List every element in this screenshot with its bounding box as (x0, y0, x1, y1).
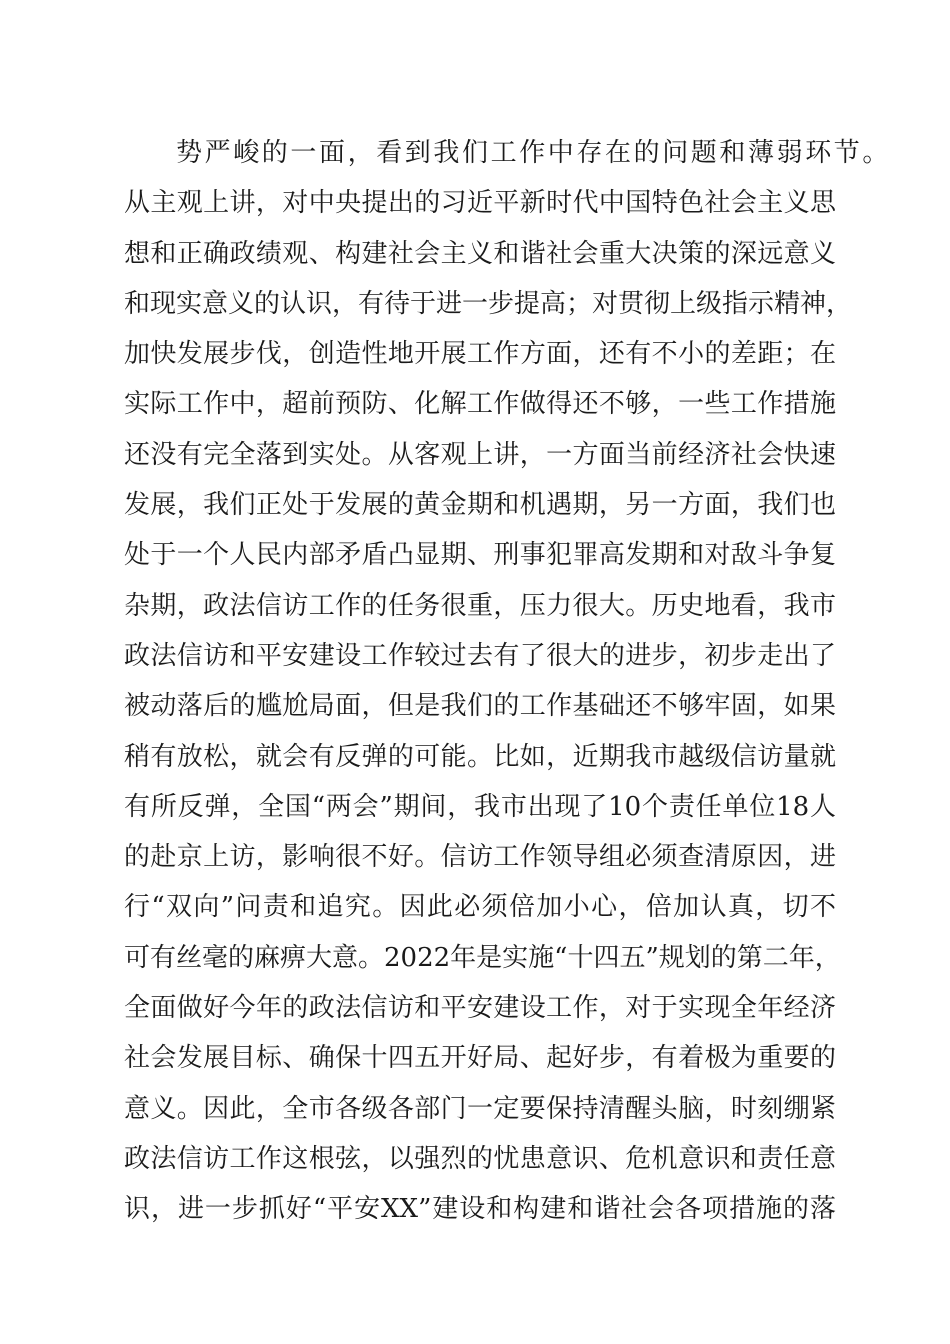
text-line: 行“双向”问责和追究。因此必须倍加小心，倍加认真，切不 (124, 892, 836, 923)
text-line: 还没有完全落到实处。从客观上讲，一方面当前经济社会快速 (124, 439, 836, 470)
text-line: 稍有放松，就会有反弹的可能。比如，近期我市越级信访量就 (124, 741, 836, 772)
text-line: 处于一个人民内部矛盾凸显期、刑事犯罪高发期和对敌斗争复 (124, 540, 836, 571)
text-line: 社会发展目标、确保十四五开好局、起好步，有着极为重要的 (124, 1043, 836, 1074)
text-line: 政法信访和平安建设工作较过去有了很大的进步，初步走出了 (124, 640, 836, 671)
text-line: 可有丝毫的麻痹大意。2022年是实施“十四五”规划的第二年， (124, 942, 841, 973)
text-line: 有所反弹，全国“两会”期间，我市出现了10个责任单位18人 (124, 791, 836, 822)
text-line: 杂期，政法信访工作的任务很重，压力很大。历史地看，我市 (124, 590, 836, 621)
text-line: 和现实意义的认识，有待于进一步提高；对贯彻上级指示精神， (124, 288, 853, 319)
text-line: 全面做好今年的政法信访和平安建设工作，对于实现全年经济 (124, 993, 836, 1024)
body-paragraph (124, 128, 892, 1235)
text-line: 被动落后的尴尬局面，但是我们的工作基础还不够牢固，如果 (124, 691, 836, 722)
text-line: 想和正确政绩观、构建社会主义和谐社会重大决策的深远意义 (124, 238, 836, 269)
text-line: 势严峻的一面，看到我们工作中存在的问题和薄弱环节。 (176, 138, 892, 168)
text-line: 实际工作中，超前预防、化解工作做得还不够，一些工作措施 (124, 389, 836, 420)
text-line: 的赴京上访，影响很不好。信访工作领导组必须查清原因，进 (124, 842, 836, 873)
text-line: 发展，我们正处于发展的黄金期和机遇期，另一方面，我们也 (124, 490, 836, 521)
text-line: 识，进一步抓好“平安XX”建设和构建和谐社会各项措施的落 (124, 1194, 836, 1225)
text-line: 加快发展步伐，创造性地开展工作方面，还有不小的差距；在 (124, 339, 836, 370)
text-line: 意义。因此，全市各级各部门一定要保持清醒头脑，时刻绷紧 (124, 1093, 836, 1124)
text-line: 从主观上讲，对中央提出的习近平新时代中国特色社会主义思 (124, 188, 836, 219)
text-line: 政法信访工作这根弦，以强烈的忧患意识、危机意识和责任意 (124, 1143, 836, 1174)
